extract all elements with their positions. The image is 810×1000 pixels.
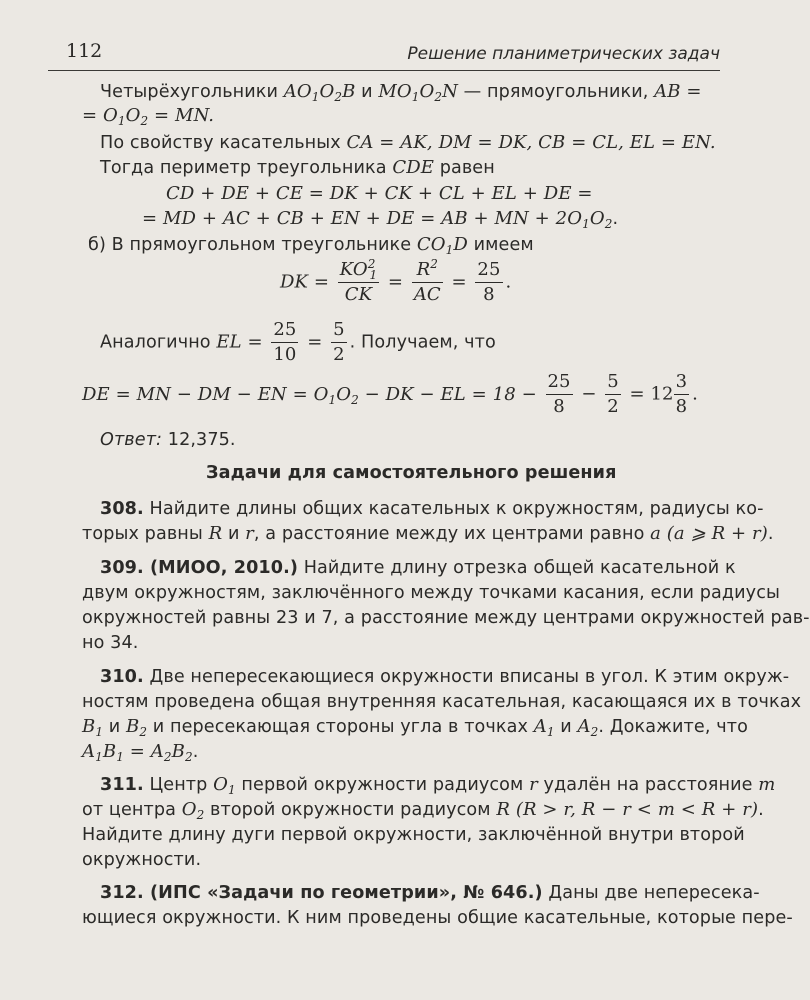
problem-308: 308. Найдите длины общих касательных к окружностям, радиусы ко- bbox=[100, 499, 764, 519]
text: Четырёхугольники bbox=[100, 82, 284, 102]
equation-de: DE = MN − DM − EN = $O_1O_2$ − DK − EL = 18 − $\frac{25}{8}$ − $\frac{5}{2}$ = 12 $\frac{3}{8}$ . bbox=[82, 371, 698, 417]
problem-311-line-3: Найдите длину дуги первой окружности, заключённой внутри второй bbox=[82, 825, 745, 845]
problem-309-line-2: двум окружностям, заключённого между точками касания, если радиусы bbox=[82, 583, 780, 603]
solution-line-1: Четырёхугольники $AO_1O_2B$ и $MO_1O_2N$ — прямоугольники, AB = bbox=[100, 81, 702, 104]
solution-line-7: б) В прямоугольном треугольнике $CO_1D$ имеем bbox=[88, 234, 534, 257]
problem-311-line-2: от центра $O_2$ второй окружности радиусом R (R > r, R − r < m < R + r). bbox=[82, 799, 764, 822]
answer-label: Ответ: bbox=[100, 430, 163, 450]
section-title: Задачи для самостоятельного решения bbox=[206, 463, 617, 483]
equation-dk: DK = $\frac{KO^2_1}{CK}$ = $\frac{R^2}{AC}$ = $\frac{25}{8}$ . bbox=[280, 257, 512, 305]
problem-309-line-4: но 34. bbox=[82, 633, 139, 653]
problem-310-line-3: $B_1$ и $B_2$ и пересекающая стороны угла в точках $A_1$ и $A_2$. Докажите, что bbox=[82, 716, 748, 739]
page-number: 112 bbox=[66, 40, 103, 62]
answer-value: 12,375. bbox=[162, 430, 236, 450]
math: = $O_1O_2$ = MN. bbox=[82, 105, 215, 128]
answer bbox=[100, 428, 236, 452]
solution-line-4: Тогда периметр треугольника CDE равен bbox=[100, 157, 495, 178]
problem-311: 311. Центр $O_1$ первой окружности радиусом r удалён на расстояние m bbox=[100, 774, 776, 797]
math: $AO_1O_2B$ bbox=[283, 81, 356, 104]
fraction: $\frac{5}{2}$ bbox=[333, 319, 345, 365]
solution-line-el: Аналогично EL = $\frac{25}{10}$ = $\frac{5}{2}$ . Получаем, что bbox=[100, 319, 496, 365]
math: $MO_1O_2N$ bbox=[378, 81, 458, 104]
problem-311-line-4: окружности. bbox=[82, 850, 202, 870]
problem-309-line-3: окружностей равны 23 и 7, а расстояние между центрами окружностей рав- bbox=[82, 608, 810, 628]
equation-perimeter-1: CD + DE + CE = DK + CK + CL + EL + DE = bbox=[166, 183, 593, 204]
problem-source: (ИПС «Задачи по геометрии», № 646.) bbox=[143, 883, 543, 903]
fraction: $\frac{R^2}{AC}$ bbox=[413, 257, 441, 305]
problem-312-line-2: ющиеся окружности. К ним проведены общие касательные, которые пере- bbox=[82, 908, 793, 928]
problem-310: 310. Две непересекающиеся окружности вписаны в угол. К этим окруж- bbox=[100, 667, 790, 687]
fraction: $\frac{3}{8}$ bbox=[675, 371, 688, 417]
math: CA = AK, DM = DK, CB = CL, EL = EN. bbox=[346, 132, 716, 153]
problem-309: 309. (МИОО, 2010.) Найдите длину отрезка общей касательной к bbox=[100, 558, 736, 578]
solution-line-2 bbox=[82, 104, 214, 128]
math: AB bbox=[654, 81, 681, 102]
problem-312: 312. (ИПС «Задачи по геометрии», № 646.) Даны две непересека- bbox=[100, 883, 760, 903]
fraction: $\frac{5}{2}$ bbox=[607, 371, 619, 417]
fraction: $\frac{KO^2_1}{CK}$ bbox=[339, 257, 378, 305]
fraction: $\frac{25}{8}$ bbox=[547, 371, 571, 417]
problem-310-line-2: ностям проведена общая внутренняя касательная, касающаяся их в точках bbox=[82, 692, 802, 712]
fraction: $\frac{25}{8}$ bbox=[477, 259, 501, 305]
fraction: $\frac{25}{10}$ bbox=[273, 319, 297, 365]
problem-number: 309. bbox=[100, 558, 144, 578]
page-header bbox=[48, 38, 720, 71]
running-title: Решение планиметрических задач bbox=[407, 44, 720, 64]
problem-number: 311. bbox=[100, 775, 144, 795]
problem-310-line-4: $A_1B_1 = A_2B_2$. bbox=[82, 741, 199, 764]
problem-source: (МИОО, 2010.) bbox=[143, 558, 299, 578]
solution-line-3: По свойству касательных CA = AK, DM = DK, CB = CL, EL = EN. bbox=[100, 132, 716, 153]
problem-number: 308. bbox=[100, 499, 144, 519]
problem-number: 312. bbox=[100, 883, 144, 903]
equation-perimeter-2: = MD + AC + CB + EN + DE = AB + MN + $2O_1O_2$. bbox=[142, 208, 619, 231]
problem-308-line-2: торых равны R и r, а расстояние между их центрами равно a (a ⩾ R + r). bbox=[82, 523, 774, 544]
problem-number: 310. bbox=[100, 667, 144, 687]
